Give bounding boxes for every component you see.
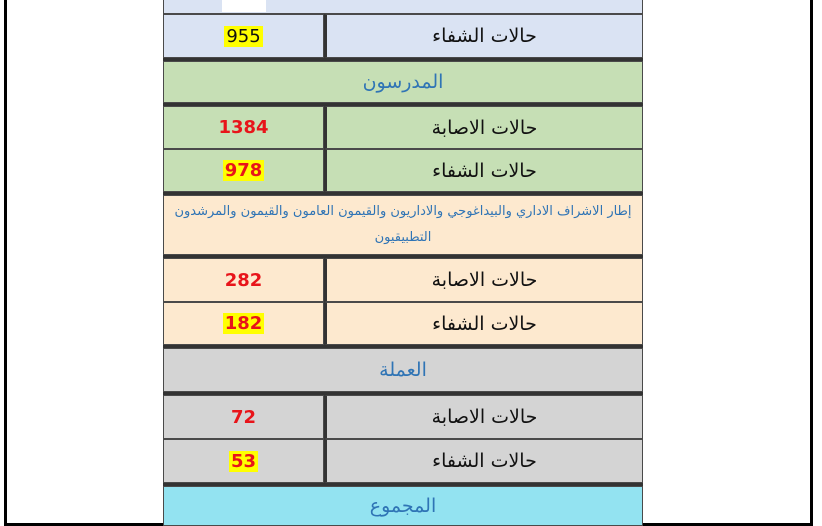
label-cell (324, 14, 643, 58)
value-cell (163, 258, 324, 302)
value-cell (163, 149, 324, 192)
top-section (163, 14, 643, 58)
staff-section (163, 195, 643, 255)
label-cell (324, 149, 643, 192)
teachers-infections-value: 1384 (218, 117, 269, 138)
label-cell (324, 439, 643, 483)
staff-recoveries-value: 182 (224, 313, 263, 334)
infections-label: حالات الاصابة (431, 269, 538, 291)
infections-label: حالات الاصابة (431, 116, 538, 139)
blank-cell (222, 0, 266, 12)
label-cell (324, 395, 643, 439)
workers-header: العملة (163, 348, 643, 392)
infections-label: حالات الاصابة (431, 406, 538, 428)
teachers-infections-row (163, 106, 643, 149)
value-cell (163, 395, 324, 439)
staff-rows (163, 258, 643, 345)
total-section (163, 486, 643, 526)
value-cell (163, 439, 324, 483)
top-recoveries-row (163, 14, 643, 58)
recoveries-label: حالات الشفاء (432, 450, 537, 472)
workers-infections-row (163, 395, 643, 439)
staff-infections-value: 282 (224, 269, 263, 291)
top-recoveries-value: 955 (226, 25, 261, 47)
teachers-recoveries-row (163, 149, 643, 192)
workers-recoveries-value: 53 (230, 450, 257, 472)
value-cell (163, 106, 324, 149)
value-cell (163, 14, 324, 58)
value-cell (163, 302, 324, 345)
recoveries-label: حالات الشفاء (432, 159, 537, 182)
teachers-header: المدرسون (163, 61, 643, 103)
teachers-section (163, 61, 643, 103)
total-header: المجموع (163, 486, 643, 526)
label-cell (324, 106, 643, 149)
teachers-rows (163, 106, 643, 192)
staff-header: إطار الاشراف الاداري والبيداغوجي والاداريون والقيمون العامون والقيمون والمرشدون التطبيقيون (163, 195, 643, 255)
label-cell (324, 302, 643, 345)
teachers-recoveries-value: 978 (224, 160, 263, 181)
recoveries-label: حالات الشفاء (432, 312, 537, 335)
recoveries-label: حالات الشفاء (432, 25, 537, 47)
workers-infections-value: 72 (230, 406, 257, 428)
workers-rows (163, 395, 643, 483)
staff-recoveries-row (163, 302, 643, 345)
workers-section (163, 348, 643, 392)
staff-infections-row (163, 258, 643, 302)
label-cell (324, 258, 643, 302)
workers-recoveries-row (163, 439, 643, 483)
